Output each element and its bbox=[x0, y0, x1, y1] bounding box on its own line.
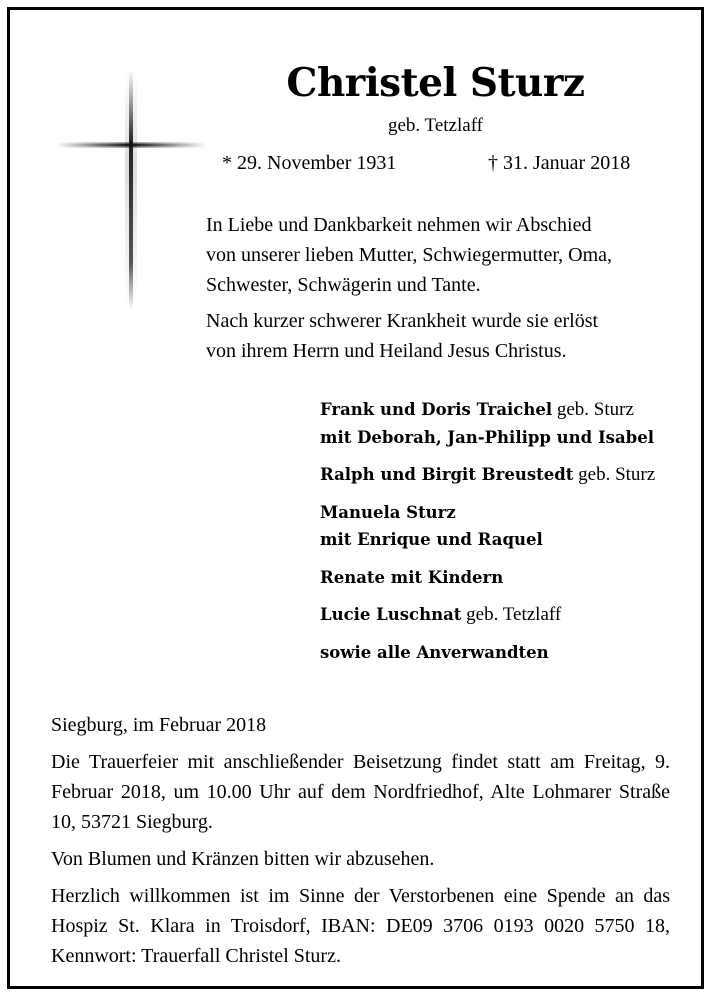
donation-note: Herzlich willkommen ist im Sinne der Verstorbenen eine Spende an das Hospiz St. Klara in Troisdorf, IBAN: DE09 3706 0193 0020 5750 18, Kennwort: Trauerfall Christel Sturz. bbox=[51, 885, 670, 967]
cross-icon bbox=[56, 70, 206, 310]
mourner-name: Ralph und Birgit Breustedt bbox=[320, 465, 574, 484]
mourner-name: Manuela Sturz bbox=[320, 502, 456, 522]
mourner-note: geb. Sturz bbox=[573, 464, 656, 485]
obituary-frame bbox=[7, 7, 704, 989]
mourner-group bbox=[320, 601, 700, 629]
mourner-name: sowie alle Anverwandten bbox=[320, 642, 549, 662]
intro-paragraph-1 bbox=[206, 210, 676, 300]
intro-line: Nach kurzer schwerer Krankheit wurde sie erlöst bbox=[206, 310, 599, 332]
funeral-details bbox=[51, 710, 670, 978]
mourner-group bbox=[320, 461, 700, 489]
birth-date: * 29. November 1931 bbox=[222, 152, 397, 174]
intro-text bbox=[206, 210, 676, 372]
place-date: Siegburg, im Februar 2018 bbox=[51, 714, 267, 736]
deceased-name: Christel Sturz bbox=[286, 60, 585, 106]
intro-line: In Liebe und Dankbarkeit nehmen wir Abschied bbox=[206, 214, 592, 236]
funeral-info: Die Trauerfeier mit anschließender Beisetzung findet statt am Freitag, 9. Februar 2018, um 10.00 Uhr auf dem Nordfriedhof, Alte Lohmarer Straße 10, 53721 Siegburg. bbox=[51, 751, 670, 833]
mourner-group bbox=[320, 499, 700, 554]
mourner-group bbox=[320, 639, 700, 667]
intro-line: von ihrem Herrn und Heiland Jesus Christus. bbox=[206, 340, 567, 362]
intro-line: Schwester, Schwägerin und Tante. bbox=[206, 274, 481, 296]
mourners-list bbox=[320, 396, 700, 676]
mourner-group bbox=[320, 564, 700, 592]
mourner-name: Frank und Doris Traichel bbox=[320, 400, 553, 419]
mourner-name: mit Enrique und Raquel bbox=[320, 530, 543, 549]
mourner-name: Lucie Luschnat bbox=[320, 605, 462, 624]
flowers-note: Von Blumen und Kränzen bitten wir abzusehen. bbox=[51, 848, 435, 870]
mourner-note: geb. Sturz bbox=[552, 399, 634, 420]
mourner-name: Renate mit Kindern bbox=[320, 567, 504, 587]
maiden-name: geb. Tetzlaff bbox=[387, 115, 484, 136]
death-date: † 31. Januar 2018 bbox=[488, 152, 631, 174]
intro-line: von unserer lieben Mutter, Schwiegermutter, Oma, bbox=[206, 244, 613, 266]
intro-paragraph-2 bbox=[206, 306, 676, 366]
mourner-name: mit Deborah, Jan-Philipp und Isabel bbox=[320, 427, 654, 447]
mourner-group bbox=[320, 396, 700, 451]
mourner-note: geb. Tetzlaff bbox=[461, 604, 562, 625]
